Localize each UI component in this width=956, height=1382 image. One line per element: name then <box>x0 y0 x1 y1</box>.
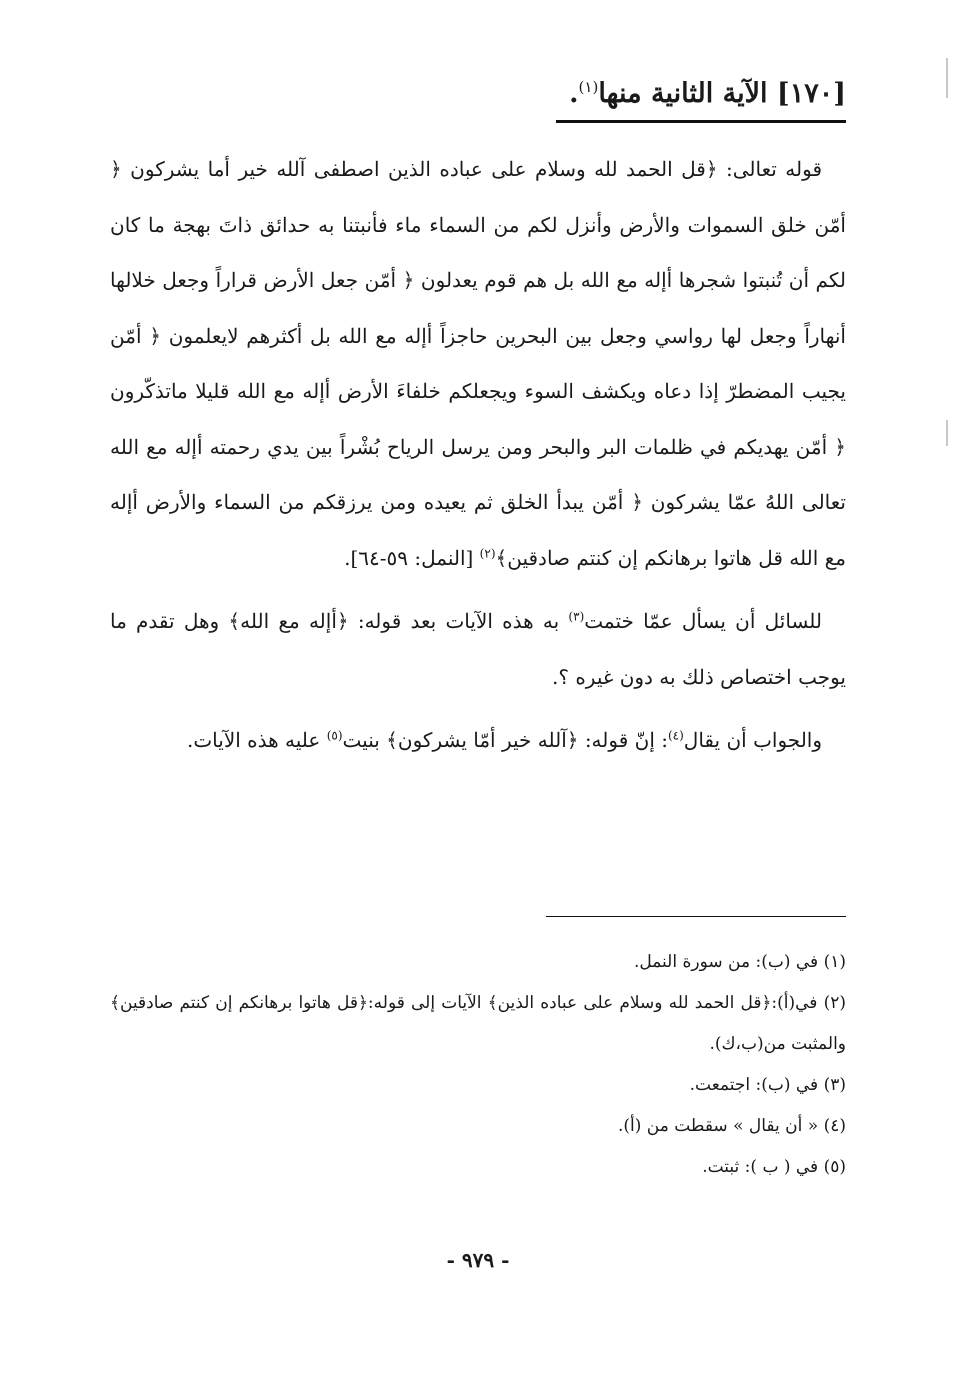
footnote-marker-5: (٥) <box>326 728 343 743</box>
page-number: - ٩٧٩ - <box>446 1248 510 1272</box>
section-heading-text: [١٧٠] الآية الثانية منها <box>598 78 846 109</box>
paragraph-verse-text: قوله تعالى: ﴿قل الحمد لله وسلام على عباده الذين اصطفى آلله خير أما يشركون ﴿ أمّن خلق السموات والأرض وأنزل لكم من السماء ماء فأنبتنا به حدائق ذاتَ بهجة ما كان لكم أن تُنبتوا شجرها أإله مع الله بل هم قوم يعدلون ﴿ أمّن جعل الأرض قراراً وجعل خلالها أنهاراً وجعل لها رواسي وجعل بين البحرين حاجزاً أإله مع الله بل أكثرهم لايعلمون ﴿ أمّن يجيب المضطرّ إذا دعاه ويكشف السوء ويجعلكم خلفاءَ الأرض أإله مع الله قليلا ماتذكّرون ﴿ أمّن يهديكم في ظلمات البر والبحر ومن يرسل الرياح بُشْراً بين يدي رحمته أإله مع الله تعالى اللهُ عمّا يشركون ﴿ أمّن يبدأ الخلق ثم يعيده ومن يرزقكم من السماء والأرض أإله مع الله قل هاتوا برهانكم إن كنتم صادقين﴾ <box>110 157 846 570</box>
footnote-1: (١) في (ب): من سورة النمل. <box>633 952 846 972</box>
paragraph-question-text: للسائل أن يسأل عمّا ختمت <box>584 609 823 633</box>
footnote-marker-1: (١) <box>578 78 599 96</box>
scan-edge-mark <box>946 420 948 446</box>
main-text <box>110 142 846 769</box>
footnote-marker-2: (٢) <box>479 545 496 560</box>
paragraph-question-tail: به هذه الآيات بعد قوله: ﴿أإله مع الله﴾ وهل تقدم ما يوجب اختصاص ذلك به دون غيره ؟. <box>110 609 846 689</box>
paragraph-answer-tail: عليه هذه الآيات. <box>187 728 327 752</box>
scan-edge-mark <box>946 58 948 98</box>
section-heading <box>556 72 846 123</box>
section-heading-tail: . <box>569 78 579 109</box>
paragraph-question <box>110 594 846 705</box>
footnote-marker-3: (٣) <box>568 609 585 624</box>
footnote-3: (٣) في (ب): اجتمعت. <box>689 1075 846 1095</box>
footnote-separator <box>546 916 846 917</box>
paragraph-verse <box>110 142 846 586</box>
paragraph-verse-citation: [النمل: ٥٩-٦٤]. <box>344 545 480 570</box>
footnote-marker-4: (٤) <box>667 728 684 743</box>
footnote-2: (٢) في(أ):﴿قل الحمد لله وسلام على عباده الذين﴾ الآيات إلى قوله:﴿قل هاتوا برهانكم إن كنتم صادقين﴾ والمثبت من(ب،ك). <box>110 993 846 1054</box>
paragraph-answer-mid: : إنّ قوله: ﴿آلله خير أمّا يشركون﴾ بنيت <box>342 728 668 752</box>
paragraph-answer-text: والجواب أن يقال <box>683 728 822 752</box>
paragraph-answer <box>110 713 846 769</box>
footnote-4: (٤) « أن يقال » سقطت من (أ). <box>617 1116 846 1136</box>
footnote-5: (٥) في ( ب ): ثبتت. <box>702 1157 846 1177</box>
footnotes <box>110 942 846 1188</box>
